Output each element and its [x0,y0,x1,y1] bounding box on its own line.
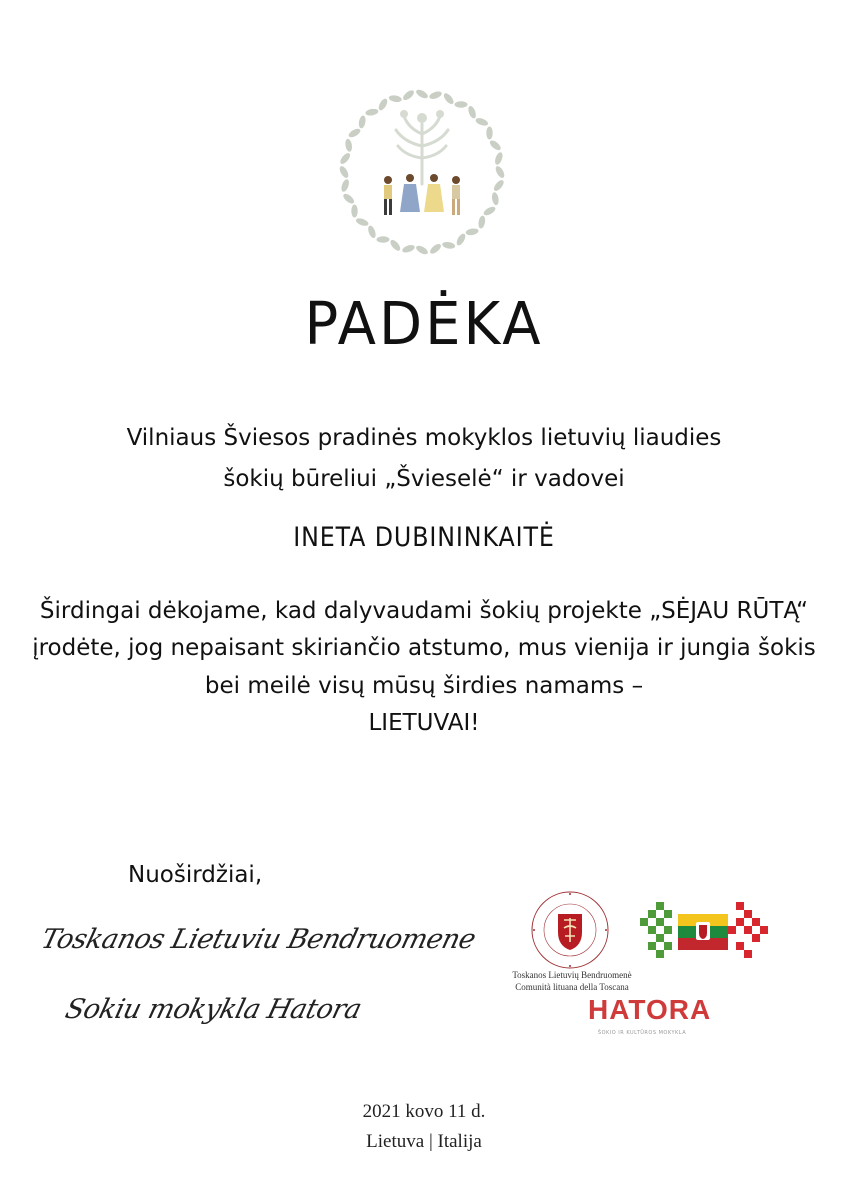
wreath-leaf [491,192,500,206]
message-line-3: bei meilė visų mūsų širdies namams – [204,673,644,699]
message-line-4: LIETUVAI! [368,710,480,736]
wreath-leaf [478,215,487,229]
message-line-2: įrodėte, jog nepaisant skiriančio atstumo, mus vienija ir jungia šokis [32,635,816,661]
closing-salutation: Nuoširdžiai, [128,862,263,888]
community-caption-it: Comunità lituana della Toscana [515,982,629,992]
wreath-leaf [428,90,442,100]
wreath-leaf [355,217,369,227]
wreath-leaf [358,115,367,129]
wreath-leaf [475,117,489,127]
wreath-leaf [365,108,379,117]
leader-name: INETA DUBININKAITĖ [293,522,555,553]
hatora-subtitle: ŠOKIO IR KULTŪROS MOKYKLA [597,1030,687,1036]
wreath-leaf [467,105,477,119]
wreath-leaf [415,88,429,100]
wreath-leaf [455,101,468,107]
wreath-leaf [401,89,415,102]
wreath-leaf [389,238,402,252]
recipient-line-1: Vilniaus Šviesos pradinės mokyklos lietuvių liaudies [126,425,722,451]
wreath-leaf [494,165,506,179]
folk-pattern-flag-logo-icon [638,896,770,968]
wreath-leaf [455,232,467,246]
wreath-leaf [442,92,455,106]
signature-community: Toskanos Lietuviu Bendruomene [38,924,479,955]
wreath-leaf [428,242,442,255]
wreath-leaf [415,244,429,256]
wreath-leaf [367,225,377,239]
hatora-logo-text: HATORA [588,994,712,1025]
wreath-leaf [401,244,415,254]
wreath-leaf [388,94,402,103]
wreath-leaf [482,205,496,217]
wreath-leaf [339,151,352,165]
message-line-1: Širdingai dėkojame, kad dalyvaudami šokių projekte „SĖJAU RŪTĄ“ [39,598,809,624]
wreath-leaf [377,236,390,242]
certificate-date: 2021 kovo 11 d. [362,1101,486,1122]
wreath-leaf [492,178,505,192]
wreath-leaf [351,205,357,218]
certificate-place: Lietuva | Italija [366,1131,482,1152]
certificate-title: PADĖKA [304,290,544,359]
wreath-leaf [338,165,350,179]
wreath-leaf [494,151,504,165]
wreath-leaf [442,241,456,250]
wreath-leaf [488,139,502,152]
wreath-leaf [342,192,356,205]
wreath-leaf [347,127,361,139]
community-caption-lt: Toskanos Lietuvių Bendruomenė [512,970,632,980]
wreath-leaf [486,127,492,140]
recipient-line-2: šokių būreliui „Švieselė“ ir vadovei [223,466,625,492]
wreath-leaf [340,178,350,192]
dance-emblem-wreath-icon [334,84,510,260]
wreath-leaf [465,228,479,237]
wreath-leaf [377,97,389,111]
community-coat-of-arms-icon [528,888,612,972]
signature-dance-school: Sokiu mokykla Hatora [62,994,365,1025]
wreath-leaf [344,138,353,152]
